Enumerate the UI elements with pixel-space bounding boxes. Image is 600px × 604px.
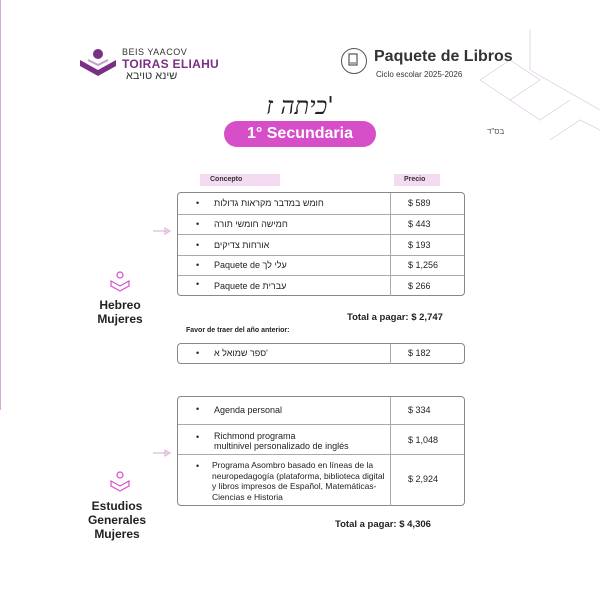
hebreo-table: [177, 192, 465, 296]
row-concept: Agenda personal: [214, 405, 283, 415]
section-title-line: Estudios: [91, 499, 143, 513]
row-price: $ 266: [408, 281, 431, 291]
previous-year-note: Favor de traer del año anterior:: [186, 327, 290, 334]
row-concept: [212, 460, 384, 502]
row-concept-line: Richmond programa: [214, 431, 296, 441]
reading-person-icon: [108, 470, 132, 494]
timeline-line: [0, 0, 1, 410]
table-row: • Paquete de עברית $ 266: [178, 275, 464, 296]
table-row: • חומש במדבר מקראות גדולות $ 589: [178, 193, 464, 214]
row-concept: Paquete de עברית: [214, 281, 287, 291]
school-logo-icon: [78, 46, 118, 78]
row-price: $ 1,048: [408, 435, 439, 445]
column-header-concept: Concepto: [210, 176, 243, 183]
table-row: • אורחות צדיקים $ 193: [178, 234, 464, 255]
row-price: $ 182: [408, 348, 431, 358]
row-concept-line: multinivel personalizado de inglés: [214, 441, 349, 451]
book-icon: [341, 48, 367, 74]
row-concept: חומש במדבר מקראות גדולות: [214, 198, 324, 208]
row-concept: חמישה חומשי תורה: [214, 219, 288, 229]
school-year: Ciclo escolar 2025-2026: [376, 70, 463, 79]
row-price: $ 2,924: [408, 474, 439, 484]
logo-text-hebrew: שינא טויבא: [126, 70, 178, 82]
section-title-hebreo: [82, 298, 158, 326]
row-concept: Paquete de עלי לך: [214, 260, 287, 270]
generales-total: Total a pagar: $ 4,306: [335, 519, 431, 530]
page-title: Paquete de Libros: [374, 48, 513, 65]
section-title-line: Hebreo: [99, 298, 141, 312]
logo-text-top: BEIS YAACOV: [122, 47, 188, 57]
arrow-icon: [153, 448, 171, 458]
section-title-line: Mujeres: [97, 312, 143, 326]
row-price: $ 589: [408, 198, 431, 208]
table-row: • Richmond programa multinivel personalizado de inglés $ 1,048: [178, 424, 464, 454]
arrow-icon: [153, 226, 171, 236]
section-title-line: Mujeres: [94, 527, 140, 541]
table-row: • ספר שמואל א' $ 182: [178, 344, 464, 364]
grade-badge: 1° Secundaria: [224, 121, 376, 147]
grade-hebrew-title: כיתה ז': [266, 92, 334, 120]
reading-person-icon: [108, 270, 132, 294]
row-concept: [214, 431, 349, 451]
row-price: $ 334: [408, 405, 431, 415]
row-price: $ 443: [408, 219, 431, 229]
generales-table: [177, 396, 465, 506]
table-row: • Paquete de עלי לך $ 1,256: [178, 255, 464, 275]
table-row: • Programa Asombro basado en líneas de la neuropedagogía (plataforma, biblioteca digital y libros impresos de Español, Matemáticas- Ciencias e Historia $ 2,924: [178, 454, 464, 506]
table-row: • Agenda personal $ 334: [178, 397, 464, 424]
row-concept: ספר שמואל א': [214, 348, 268, 358]
table-row: • חמישה חומשי תורה $ 443: [178, 214, 464, 234]
previous-year-table: [177, 343, 465, 364]
bsd-mark: בס"ד: [487, 127, 505, 136]
row-concept-line: Programa Asombro basado en líneas de la: [212, 460, 374, 470]
row-concept: אורחות צדיקים: [214, 240, 270, 250]
section-title-generales: [72, 499, 162, 541]
row-concept-line: y libros impresos de Español, Matemáticas-: [212, 481, 377, 491]
logo-text-main: TOIRAS ELIAHU: [122, 57, 220, 71]
row-price: $ 193: [408, 240, 431, 250]
row-price: $ 1,256: [408, 260, 439, 270]
column-header-price: Precio: [404, 176, 426, 183]
row-concept-line: neuropedagogía (plataforma, biblioteca digital: [212, 470, 385, 481]
section-title-line: Generales: [87, 513, 147, 527]
row-concept-line: Ciencias e Historia: [212, 491, 283, 502]
hebreo-total: Total a pagar: $ 2,747: [347, 312, 443, 323]
